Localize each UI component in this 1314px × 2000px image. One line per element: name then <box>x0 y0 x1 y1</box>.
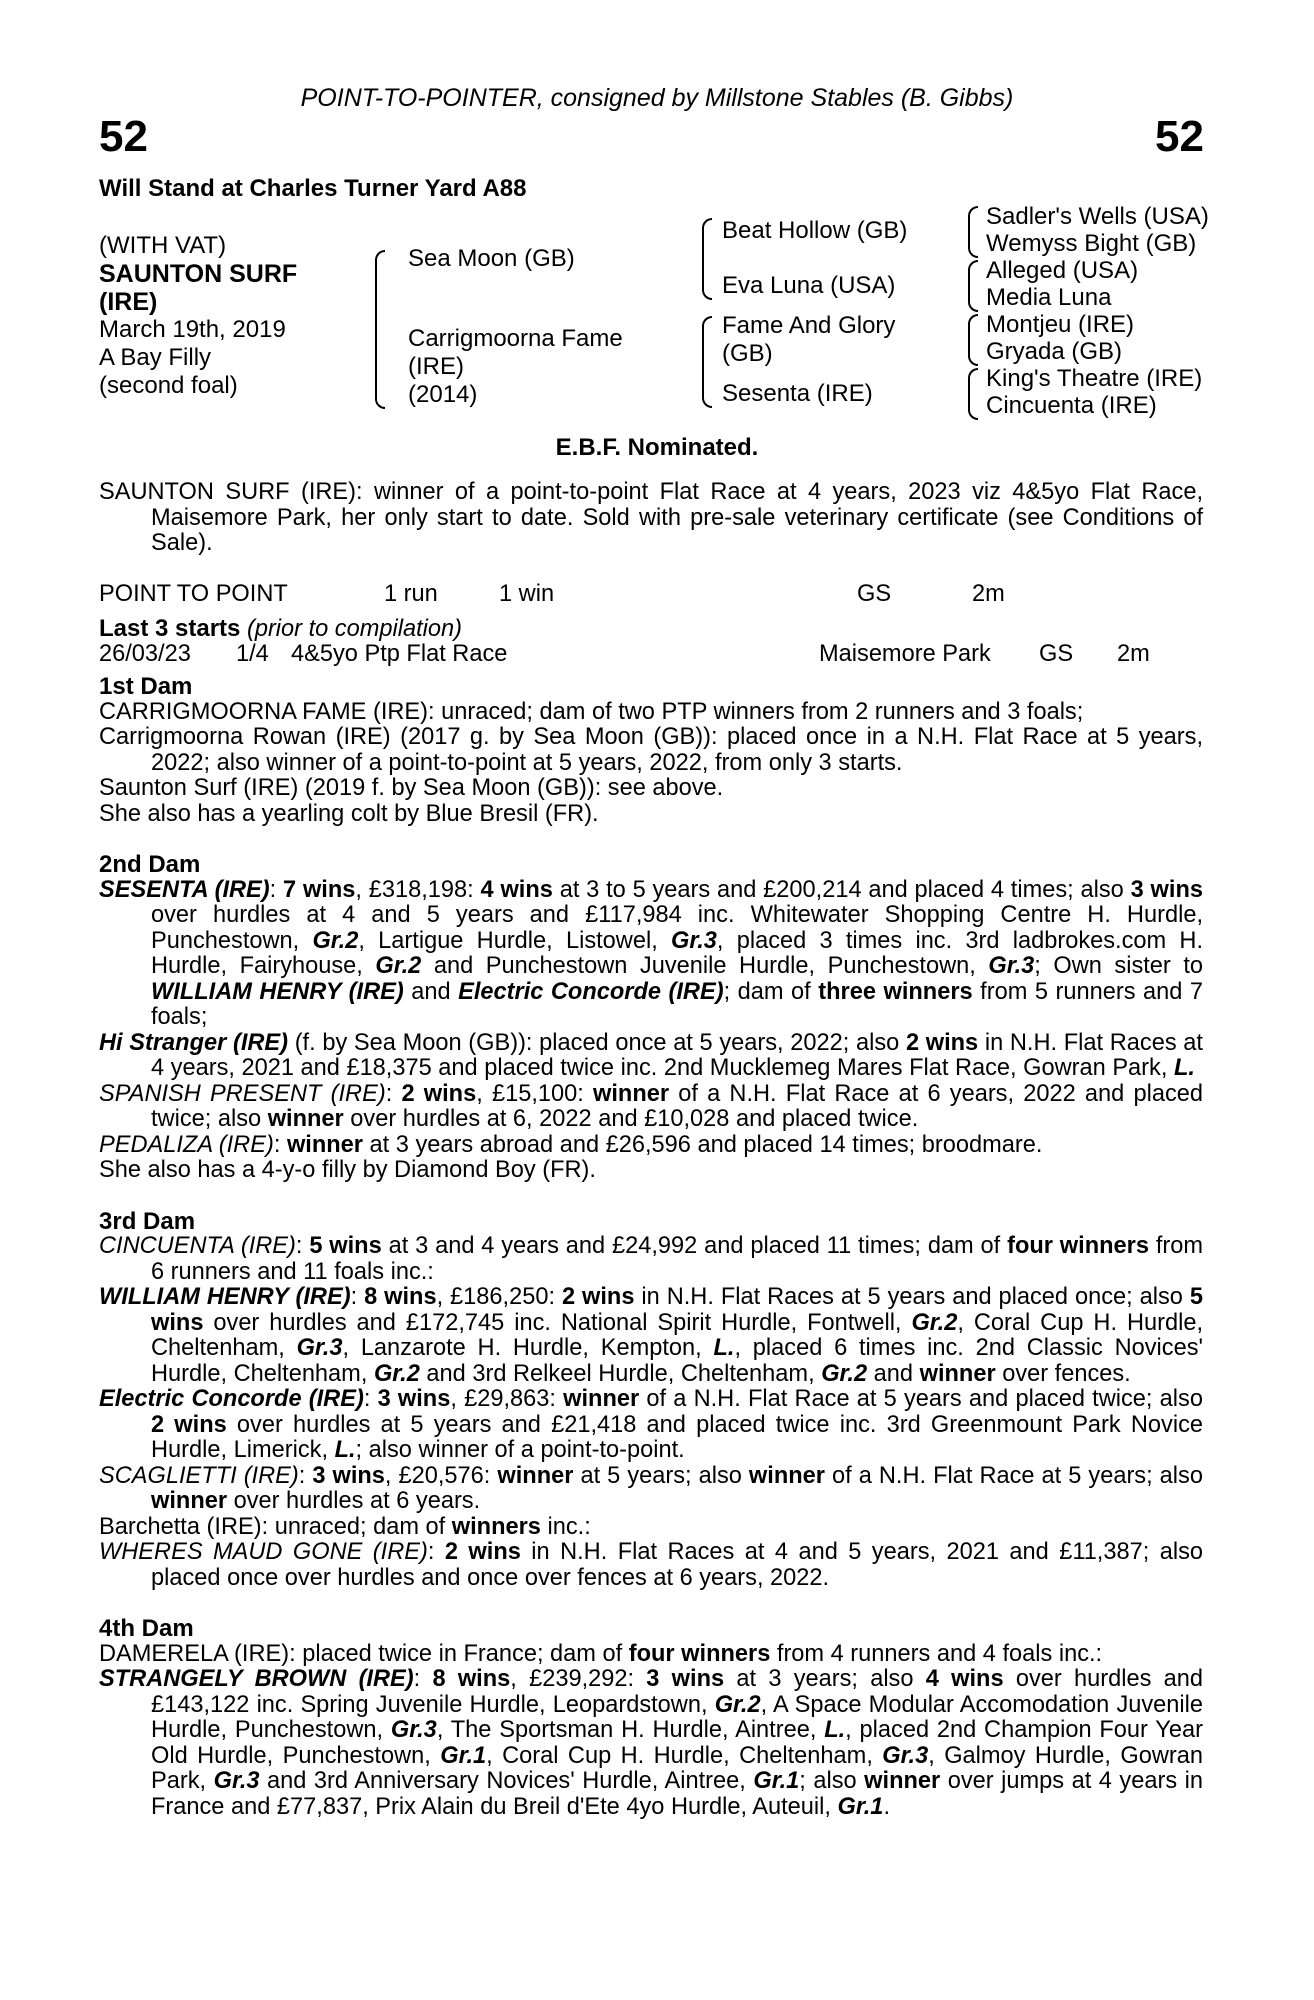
dam3-produce-william-henry: WILLIAM HENRY (IRE): 8 wins, £186,250: 2 wins in N.H. Flat Races at 5 years and placed once; also 5 wins over hurdles and £172,745 inc. National Spirit Hurdle, Fontwell, Gr.2, Coral Cup H. Hurdle, Cheltenham, Gr.3, Lanzarote H. Hurdle, Kempton, L., placed 6 times inc. 2nd Classic Novices' Hurdle, Cheltenham, Gr.2 and 3rd Relkeel Hurdle, Cheltenham, Gr.2 and winner over fences. <box>99 1284 1203 1387</box>
pedigree-sire-dam: Eva Luna (USA) <box>722 272 896 299</box>
start-distance: 2m <box>1117 641 1150 667</box>
consignor-line: POINT-TO-POINTER, consigned by Millstone Stables (B. Gibbs) <box>300 84 1014 112</box>
lot-number-right: 52 <box>1155 112 1204 161</box>
dam1-heading: 1st Dam <box>99 673 193 700</box>
dam1-produce-1: Carrigmoorna Rowan (IRE) (2017 g. by Sea Moon (GB)): placed once in a N.H. Flat Race at 5 years, 2022; also winner of a point-to-point at 5 years, 2022, from only 3 starts. <box>99 724 1203 776</box>
dam1-also: She also has a yearling colt by Blue Bresil (FR). <box>99 800 599 827</box>
foal-note: (second foal) <box>99 372 238 399</box>
pedigree-brace-3b <box>968 260 978 312</box>
record-going: GS <box>857 580 892 607</box>
dam3-produce-barchetta: Barchetta (IRE): unraced; dam of winners inc.: <box>99 1513 591 1540</box>
horse-name: SAUNTON SURF <box>99 260 298 288</box>
start-race: 4&5yo Ptp Flat Race <box>291 641 508 667</box>
record-runs: 1 run <box>384 580 438 607</box>
vat-note: (WITH VAT) <box>99 232 227 259</box>
dam2-produce-pedaliza: PEDALIZA (IRE): winner at 3 years abroad and £26,596 and placed 14 times; broodmare. <box>99 1131 1043 1158</box>
pedigree-dss: Montjeu (IRE) <box>986 311 1135 338</box>
dam3-heading: 3rd Dam <box>99 1207 196 1235</box>
foaling-date: March 19th, 2019 <box>99 316 286 343</box>
dam2-produce-spanish-present: SPANISH PRESENT (IRE): 2 wins, £15,100: winner of a N.H. Flat Race at 6 years, 2022 and placed twice; also winner over hurdles at 6, 2022 and £10,028 and placed twice. <box>99 1080 1203 1132</box>
pedigree-dds: King's Theatre (IRE) <box>986 365 1203 392</box>
dam2-name: SESENTA (IRE) <box>99 876 270 903</box>
dam4-text: DAMERELA (IRE): placed twice in France; dam of four winners from 4 runners and 4 foals inc.: <box>99 1640 1103 1667</box>
dam2-heading: 2nd Dam <box>99 851 201 878</box>
dam2-sibling-2: Electric Concorde (IRE) <box>458 978 724 1005</box>
dam2-also: She also has a 4-y-o filly by Diamond Boy (FR). <box>99 1157 596 1183</box>
pedigree-dam-line3: (2014) <box>408 381 478 408</box>
lot-number-left: 52 <box>99 112 148 161</box>
dam1-text: CARRIGMOORNA FAME (IRE): unraced; dam of two PTP winners from 2 runners and 3 foals; <box>99 698 1084 725</box>
dam3-produce-scaglietti: SCAGLIETTI (IRE): 3 wins, £20,576: winner at 5 years; also winner of a N.H. Flat Race at 5 years; also winner over hurdles at 6 years. <box>99 1462 1203 1514</box>
pedigree-ddd: Cincuenta (IRE) <box>986 392 1157 419</box>
dam3-text: CINCUENTA (IRE): 5 wins at 3 and 4 years and £24,992 and placed 11 times; dam of four winners from 6 runners and 11 foals inc.: <box>99 1233 1204 1285</box>
dam4-heading: 4th Dam <box>99 1615 194 1642</box>
record-distance: 2m <box>972 580 1005 607</box>
horse-sex: A Bay Filly <box>99 344 212 371</box>
dam2-text: SESENTA (IRE): 7 wins, £318,198: 4 wins at 3 to 5 years and £200,214 and placed 4 times; also 3 wins over hurdles at 4 and 5 years and £117,984 inc. Whitewater Shopping Centre H. Hurdle, Punchestown, Gr.2, Lartigue Hurdle, Listowel, Gr.3, placed 3 times inc. 3rd ladbrokes.com H. Hurdle, Fairyhouse, Gr.2 and Punchestown Juvenile Hurdle, Punchestown, Gr.3; Own sister to WILLIAM HENRY (IRE) and Electric Concorde (IRE); dam of three winners from 5 runners and 7 foals; <box>99 876 1204 1030</box>
pedigree-sire: Sea Moon (GB) <box>408 245 575 272</box>
stand-location: Will Stand at Charles Turner Yard A88 <box>99 175 527 202</box>
last3-title: Last 3 starts <box>99 614 241 642</box>
pedigree-brace-3a <box>968 206 978 258</box>
last3-note: (prior to compilation) <box>246 615 463 642</box>
horse-info <box>99 232 297 400</box>
pedigree-dam-line1: Carrigmoorna Fame <box>408 325 623 352</box>
pedigree-ssd: Wemyss Bight (GB) <box>986 230 1197 257</box>
ebf-nomination: E.B.F. Nominated. <box>555 434 759 461</box>
pedigree-dam-sire-line1: Fame And Glory <box>722 312 896 339</box>
pedigree-brace-main <box>375 250 385 409</box>
catalogue-body <box>99 480 1203 1820</box>
pedigree-dam-line2: (IRE) <box>408 353 464 380</box>
pedigree-sire-sire: Beat Hollow (GB) <box>722 217 908 244</box>
pedigree-brace-dam <box>702 316 712 408</box>
dam2-produce-hi-stranger: Hi Stranger (IRE) (f. by Sea Moon (GB)): placed once at 5 years, 2022; also 2 wins in N.H. Flat Races at 4 years, 2021 and £18,375 and placed twice inc. 2nd Mucklemeg Mares Flat Race, Gowran Park, L. <box>99 1029 1203 1081</box>
dam3-produce-electric-concorde: Electric Concorde (IRE): 3 wins, £29,863: winner of a N.H. Flat Race at 5 years and placed twice; also 2 wins over hurdles at 5 years and £21,418 and placed twice inc. 3rd Greenmount Park Novice Hurdle, Limerick, L.; also winner of a point-to-point. <box>99 1386 1203 1463</box>
ptp-record <box>99 582 1203 608</box>
start-course: Maisemore Park <box>819 641 991 667</box>
pedigree-sss: Sadler's Wells (USA) <box>986 203 1209 230</box>
start-position: 1/4 <box>236 641 269 667</box>
pedigree-dam-sire-line2: (GB) <box>722 340 773 367</box>
pedigree-dam <box>408 325 623 409</box>
pedigree-dam-sire <box>722 312 895 368</box>
dam4-produce-strangely-brown: STRANGELY BROWN (IRE): 8 wins, £239,292: 3 wins at 3 years; also 4 wins over hurdles and £143,122 inc. Spring Juvenile Hurdle, Leopardstown, Gr.2, A Space Modular Accomodation Juvenile Hurdle, Punchestown, Gr.3, The Sportsman H. Hurdle, Aintree, L., placed 2nd Champion Four Year Old Hurdle, Punchestown, Gr.1, Coral Cup H. Hurdle, Cheltenham, Gr.3, Galmoy Hurdle, Gowran Park, Gr.3 and 3rd Anniversary Novices' Hurdle, Aintree, Gr.1; also winner over jumps at 4 years in France and £77,837, Prix Alain du Breil d'Ete 4yo Hurdle, Auteuil, Gr.1. <box>99 1666 1204 1820</box>
start-row <box>99 642 1203 668</box>
pedigree-dam-dam: Sesenta (IRE) <box>722 380 873 407</box>
summary: SAUNTON SURF (IRE): winner of a point-to-point Flat Race at 4 years, 2023 viz 4&5yo Flat Race, Maisemore Park, her only start to date. Sold with pre-sale veterinary certificate (see Conditions of Sale). <box>99 479 1203 556</box>
start-going: GS <box>1039 641 1074 667</box>
dam3-grandproduce-wheres-maud-gone: WHERES MAUD GONE (IRE): 2 wins in N.H. Flat Races at 4 and 5 years, 2021 and £11,387; also placed once over hurdles and once over fences at 6 years, 2022. <box>99 1539 1203 1591</box>
pedigree-dsd: Gryada (GB) <box>986 338 1123 365</box>
pedigree-sds: Alleged (USA) <box>986 257 1139 284</box>
horse-country: (IRE) <box>99 288 158 316</box>
pedigree-brace-3c <box>968 314 978 366</box>
record-label: POINT TO POINT <box>99 580 288 607</box>
record-wins: 1 win <box>499 580 555 607</box>
start-date: 26/03/23 <box>99 641 191 667</box>
dam1-produce-2: Saunton Surf (IRE) (2019 f. by Sea Moon (GB)): see above. <box>99 775 724 801</box>
pedigree-brace-3d <box>968 368 978 420</box>
pedigree-sdd: Media Luna <box>986 284 1112 311</box>
dam2-sibling-1: WILLIAM HENRY (IRE) <box>151 978 404 1005</box>
dam2-wins: 7 wins <box>283 876 356 903</box>
pedigree-brace-sire <box>702 218 712 300</box>
